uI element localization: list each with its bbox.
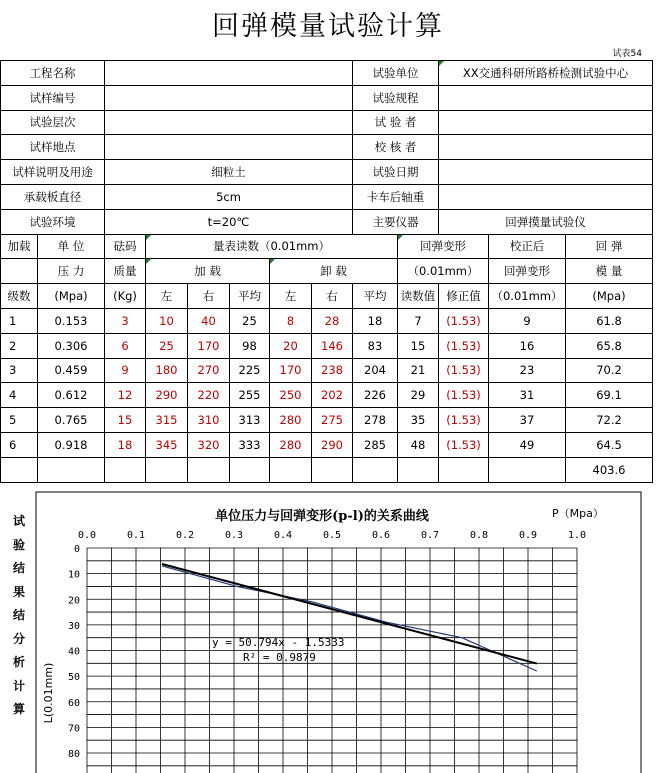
info-label-2: 卡车后轴重 [353,184,439,209]
x-tick: 0.1 [126,530,146,541]
cell-p: 0.612 [38,383,105,408]
pressure-header: 单 位 [38,234,105,259]
side-char: 试 [12,514,25,528]
cell-lr: 220 [188,383,230,408]
cell-lv: 6 [1,432,38,457]
y-tick-labels [68,544,80,760]
cell-fix: (1.53) [439,432,489,457]
cell-lv: 5 [1,408,38,433]
weight-header-2: 质量 [105,259,146,284]
y-tick: 60 [67,697,80,709]
cell-kg: 9 [105,358,146,383]
cell-ul: 170 [270,358,312,383]
total-row [1,457,653,482]
x-tick: 0.3 [224,530,244,541]
y-axis-label: L(0.01mm) [42,662,55,724]
table-row [1,383,653,408]
cell-mod: 64.5 [566,432,653,457]
x-tick: 0.5 [322,530,342,541]
cell-ul: 20 [270,333,312,358]
info-row [1,184,653,209]
corrected-header: 修正值 [439,284,489,309]
cell-p: 0.918 [38,432,105,457]
cell-kg: 18 [105,432,146,457]
y-tick: 30 [67,620,80,632]
cell-ll: 180 [146,358,188,383]
after-unit: （0.01mm） [489,284,566,309]
cell-p: 0.765 [38,408,105,433]
chart-title: 单位压力与回弹变形(p-l)的关系曲线 [215,509,429,524]
info-value-2 [439,85,653,110]
x-axis-label: P（Mpa） [552,507,604,520]
info-label-2: 试 验 者 [353,110,439,135]
info-label: 试验环境 [1,209,105,234]
pl-chart [0,488,656,773]
cell-lr: 320 [188,432,230,457]
cell-lv: 2 [1,333,38,358]
weight-unit: (Kg) [105,284,146,309]
fit-equation: y = 50.794x - 1.5333 [212,636,345,649]
dial-header: 量表读数（0.01mm） [146,234,398,259]
test-table [0,60,653,483]
table-row [1,333,653,358]
cell-ua: 204 [353,358,398,383]
info-label-2: 校 核 者 [353,135,439,160]
cell-ul: 280 [270,432,312,457]
modulus-header-2: 模 量 [566,259,653,284]
x-tick: 0.9 [518,530,538,541]
info-row [1,85,653,110]
x-tick: 0.6 [371,530,391,541]
cell-p: 0.459 [38,358,105,383]
after-header-2: 回弹变形 [489,259,566,284]
cell-cor: 31 [489,383,566,408]
info-label-2: 试验规程 [353,85,439,110]
reading-header: 读数值 [398,284,439,309]
info-value-2 [439,110,653,135]
modulus-unit: (Mpa) [566,284,653,309]
cell-kg: 6 [105,333,146,358]
modulus-total: 403.6 [566,457,653,482]
y-tick: 70 [67,723,80,735]
table-row [1,308,653,333]
y-tick: 10 [67,569,80,581]
y-tick: 20 [67,595,80,607]
cell-ua: 226 [353,383,398,408]
cell-ua: 18 [353,308,398,333]
fit-r2: R² = 0.9879 [243,651,316,664]
info-value [105,135,353,160]
info-row [1,110,653,135]
cell-lr: 270 [188,358,230,383]
cell-ll: 315 [146,408,188,433]
cell-p: 0.153 [38,308,105,333]
y-tick: 50 [67,672,80,684]
info-value-2 [439,184,653,209]
cell-cor: 9 [489,308,566,333]
rebound-unit-header: （0.01mm） [398,259,489,284]
cell-la: 98 [230,333,270,358]
unload-right: 右 [312,284,353,309]
cell-ul: 250 [270,383,312,408]
cell-ua: 278 [353,408,398,433]
info-label-2: 主要仪器 [353,209,439,234]
cell-mod: 61.8 [566,308,653,333]
cell-ur: 275 [312,408,353,433]
info-label: 试样地点 [1,135,105,160]
cell-la: 333 [230,432,270,457]
side-char: 果 [12,584,25,599]
cell-ul: 280 [270,408,312,433]
cell-rd: 29 [398,383,439,408]
cell-kg: 12 [105,383,146,408]
cell-ll: 10 [146,308,188,333]
form-number: 试表54 [612,49,642,59]
unload-left: 左 [270,284,312,309]
cell-lr: 40 [188,308,230,333]
load-right: 右 [188,284,230,309]
side-char: 算 [12,702,25,716]
level-header-3: 级数 [1,284,38,309]
info-label: 工程名称 [1,61,105,86]
info-row [1,209,653,234]
cell-la: 225 [230,358,270,383]
cell-mod: 70.2 [566,358,653,383]
info-row [1,61,653,86]
header-row-3 [1,284,653,309]
info-value-2 [439,135,653,160]
x-tick: 0.0 [77,530,97,541]
cell-ll: 25 [146,333,188,358]
table-row [1,358,653,383]
side-char: 计 [12,678,25,693]
table-row [1,408,653,433]
side-char: 结 [12,608,25,622]
side-char: 析 [12,655,25,669]
cell-ur: 28 [312,308,353,333]
cell-cor: 23 [489,358,566,383]
header-row-1 [1,234,653,259]
info-label-2: 试验单位 [353,61,439,86]
cell-ur: 146 [312,333,353,358]
cell-mod: 65.8 [566,333,653,358]
info-label: 承载板直径 [1,184,105,209]
info-value-2: 回弹摸量试验仪 [439,209,653,234]
cell-cor: 37 [489,408,566,433]
info-value: 细粒土 [105,160,353,185]
header-row-2 [1,259,653,284]
cell-kg: 15 [105,408,146,433]
info-value [105,110,353,135]
cell-lr: 170 [188,333,230,358]
cell-la: 255 [230,383,270,408]
cell-lv: 4 [1,383,38,408]
cell-la: 25 [230,308,270,333]
rebound-header: 回弹变形 [398,234,489,259]
cell-rd: 21 [398,358,439,383]
pressure-header-2: 压 力 [38,259,105,284]
cell-ur: 238 [312,358,353,383]
cell-ur: 290 [312,432,353,457]
x-tick: 0.7 [420,530,440,541]
cell-ul: 8 [270,308,312,333]
load-left: 左 [146,284,188,309]
y-tick: 80 [67,749,80,760]
info-value-2: XX交通科研所路桥检测试验中心 [439,61,653,86]
table-row [1,432,653,457]
cell-ur: 202 [312,383,353,408]
info-value [105,85,353,110]
cell-lv: 3 [1,358,38,383]
cell-fix: (1.53) [439,408,489,433]
cell-ua: 285 [353,432,398,457]
info-label: 试样说明及用途 [1,160,105,185]
pressure-unit: (Mpa) [38,284,105,309]
cell-lr: 310 [188,408,230,433]
info-label: 试验层次 [1,110,105,135]
after-header: 校正后 [489,234,566,259]
info-value [105,61,353,86]
y-tick: 0 [73,544,80,555]
cell-rd: 35 [398,408,439,433]
level-header-2 [1,259,38,284]
cell-mod: 69.1 [566,383,653,408]
cell-lv: 1 [1,308,38,333]
level-header: 加载 [1,234,38,259]
unload-header: 卸 载 [270,259,398,284]
side-char: 结 [12,561,25,575]
cell-ll: 345 [146,432,188,457]
info-row [1,160,653,185]
load-avg: 平均 [230,284,270,309]
load-header: 加 载 [146,259,270,284]
x-tick: 0.2 [175,530,195,541]
cell-rd: 48 [398,432,439,457]
side-char: 验 [12,537,25,552]
cell-mod: 72.2 [566,408,653,433]
cell-rd: 7 [398,308,439,333]
x-tick: 0.4 [273,530,293,541]
cell-fix: (1.53) [439,358,489,383]
cell-cor: 16 [489,333,566,358]
info-value: 5cm [105,184,353,209]
info-value-2 [439,160,653,185]
weight-header: 砝码 [105,234,146,259]
x-tick: 0.8 [469,530,489,541]
cell-cor: 49 [489,432,566,457]
cell-ll: 290 [146,383,188,408]
info-value: t=20℃ [105,209,353,234]
info-label: 试样编号 [1,85,105,110]
modulus-header: 回 弹 [566,234,653,259]
side-char: 分 [12,631,25,646]
cell-fix: (1.53) [439,383,489,408]
info-row [1,135,653,160]
cell-fix: (1.53) [439,308,489,333]
cell-ua: 83 [353,333,398,358]
cell-la: 313 [230,408,270,433]
info-label-2: 试验日期 [353,160,439,185]
x-tick: 1.0 [567,530,587,541]
unload-avg: 平均 [353,284,398,309]
page-title: 回弹模量试验计算 [212,11,444,42]
chart-grid [87,548,577,773]
cell-kg: 3 [105,308,146,333]
cell-rd: 15 [398,333,439,358]
y-tick: 40 [67,646,80,658]
cell-fix: (1.53) [439,333,489,358]
cell-p: 0.306 [38,333,105,358]
